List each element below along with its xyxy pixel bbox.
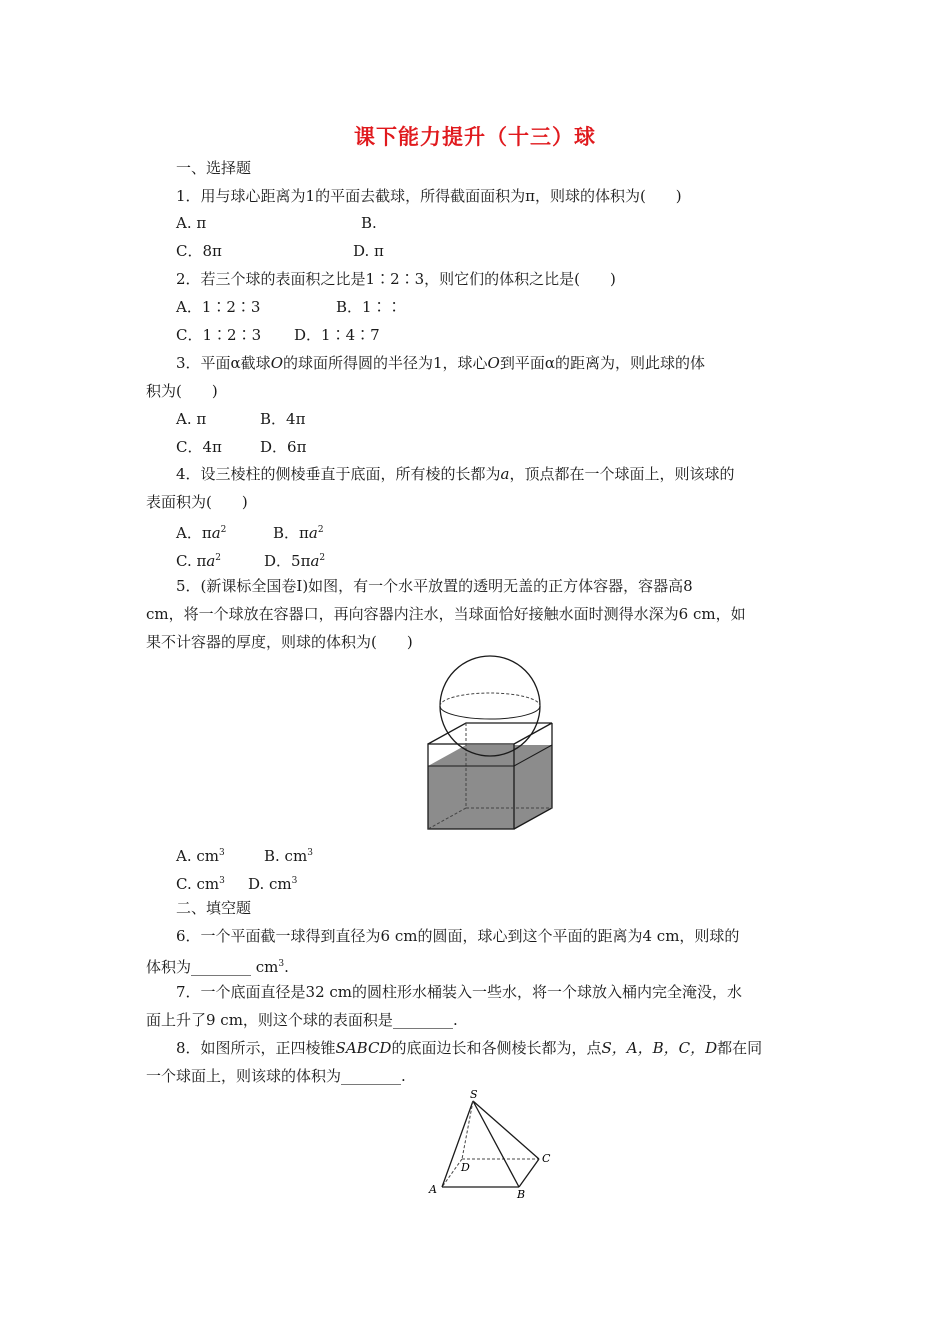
q5-option-b: B. $cm^3$ xyxy=(264,847,313,865)
q2-option-b: B．1∶∶ xyxy=(336,298,402,316)
cube-top xyxy=(428,723,552,744)
q5-option-a: A. $cm^3$ xyxy=(176,847,225,865)
water-front xyxy=(428,766,514,829)
q6-stem-line2: 体积为________ $cm^3$. xyxy=(146,958,289,976)
q5-stem-line3: 果不计容器的厚度，则球的体积为( ) xyxy=(146,633,413,651)
edge-DA-hidden xyxy=(442,1159,462,1187)
q2-option-a: A．1∶2∶3 xyxy=(176,298,261,316)
q7-stem-line2: 面上升了9 cm，则这个球的表面积是________. xyxy=(146,1011,458,1029)
q3-stem-line1: 3．平面α截球O的球面所得圆的半径为1，球心O到平面α的距离为，则此球的体 xyxy=(176,354,705,372)
edge-SB xyxy=(473,1101,519,1187)
label-D: D xyxy=(461,1161,470,1174)
q4-option-d: D．$5\pi a^2$ xyxy=(264,552,326,570)
sphere-equator-front xyxy=(440,706,540,719)
edge-SC xyxy=(473,1101,539,1159)
q1-option-b: B. xyxy=(361,214,377,232)
q8-stem-line2: 一个球面上，则该球的体积为________. xyxy=(146,1067,406,1085)
q3-stem-line2: 积为( ) xyxy=(146,382,218,400)
label-S: S xyxy=(470,1088,478,1101)
q3-option-b: B．4π xyxy=(260,410,306,428)
sphere xyxy=(440,656,540,756)
q2-stem: 2．若三个球的表面积之比是1∶2∶3，则它们的体积之比是( ) xyxy=(176,270,616,288)
page-title: 课下能力提升（十三）球 xyxy=(354,125,596,149)
label-B: B xyxy=(517,1188,526,1201)
q5-option-c: C. $cm^3$ xyxy=(176,875,225,893)
edge-SD-hidden xyxy=(462,1101,473,1159)
label-A: A xyxy=(429,1183,437,1196)
q1-option-d: D. π xyxy=(353,242,384,260)
q4-stem-line1: 4．设三棱柱的侧棱垂直于底面，所有棱的长都为a，顶点都在一个球面上，则该球的 xyxy=(176,465,735,483)
q5-option-d: D. $cm^3$ xyxy=(248,875,298,893)
label-C: C xyxy=(542,1152,551,1165)
edge-SA xyxy=(442,1101,473,1187)
section-fill-heading: 二、填空题 xyxy=(176,899,252,917)
q5-stem-line1: 5．(新课标全国卷Ⅰ)如图，有一个水平放置的透明无盖的正方体容器，容器高8 xyxy=(176,577,693,595)
q1-stem: 1．用与球心距离为1的平面去截球，所得截面面积为π，则球的体积为( ) xyxy=(176,187,682,205)
q3-option-d: D．6π xyxy=(260,438,307,456)
q4-option-a: A．$\pi a^2$ xyxy=(176,524,227,542)
q3-option-c: C．4π xyxy=(176,438,222,456)
q4-stem-line2: 表面积为( ) xyxy=(146,493,248,511)
q2-option-c: C．1∶2∶3 xyxy=(176,326,262,344)
q6-stem-line1: 6．一个平面截一球得到直径为6 cm的圆面，球心到这个平面的距离为4 cm，则球的 xyxy=(176,927,740,945)
section-choice-heading: 一、选择题 xyxy=(176,159,252,177)
edge-BC xyxy=(519,1159,539,1187)
q7-stem-line1: 7．一个底面直径是32 cm的圆柱形水桶装入一些水，将一个球放入桶内完全淹没，水 xyxy=(176,983,743,1001)
q1-option-a: A. π xyxy=(176,214,207,232)
q1-option-c: C．8π xyxy=(176,242,222,260)
sphere-equator-back xyxy=(440,693,540,706)
q3-option-a: A. π xyxy=(176,410,207,428)
cube-sphere-figure xyxy=(426,656,556,836)
pyramid-figure xyxy=(425,1088,565,1208)
q2-option-d: D．1∶4∶7 xyxy=(294,326,380,344)
q5-stem-line2: cm，将一个球放在容器口，再向容器内注水，当球面恰好接触水面时测得水深为6 cm，如 xyxy=(146,605,746,623)
q4-option-b: B．$\pi a^2$ xyxy=(273,524,324,542)
q4-option-c: C. $\pi a^2$ xyxy=(176,552,222,570)
q8-stem-line1: 8．如图所示，正四棱锥SABCD的底面边长和各侧棱长都为，点S，A，B，C，D都在同 xyxy=(176,1039,763,1057)
